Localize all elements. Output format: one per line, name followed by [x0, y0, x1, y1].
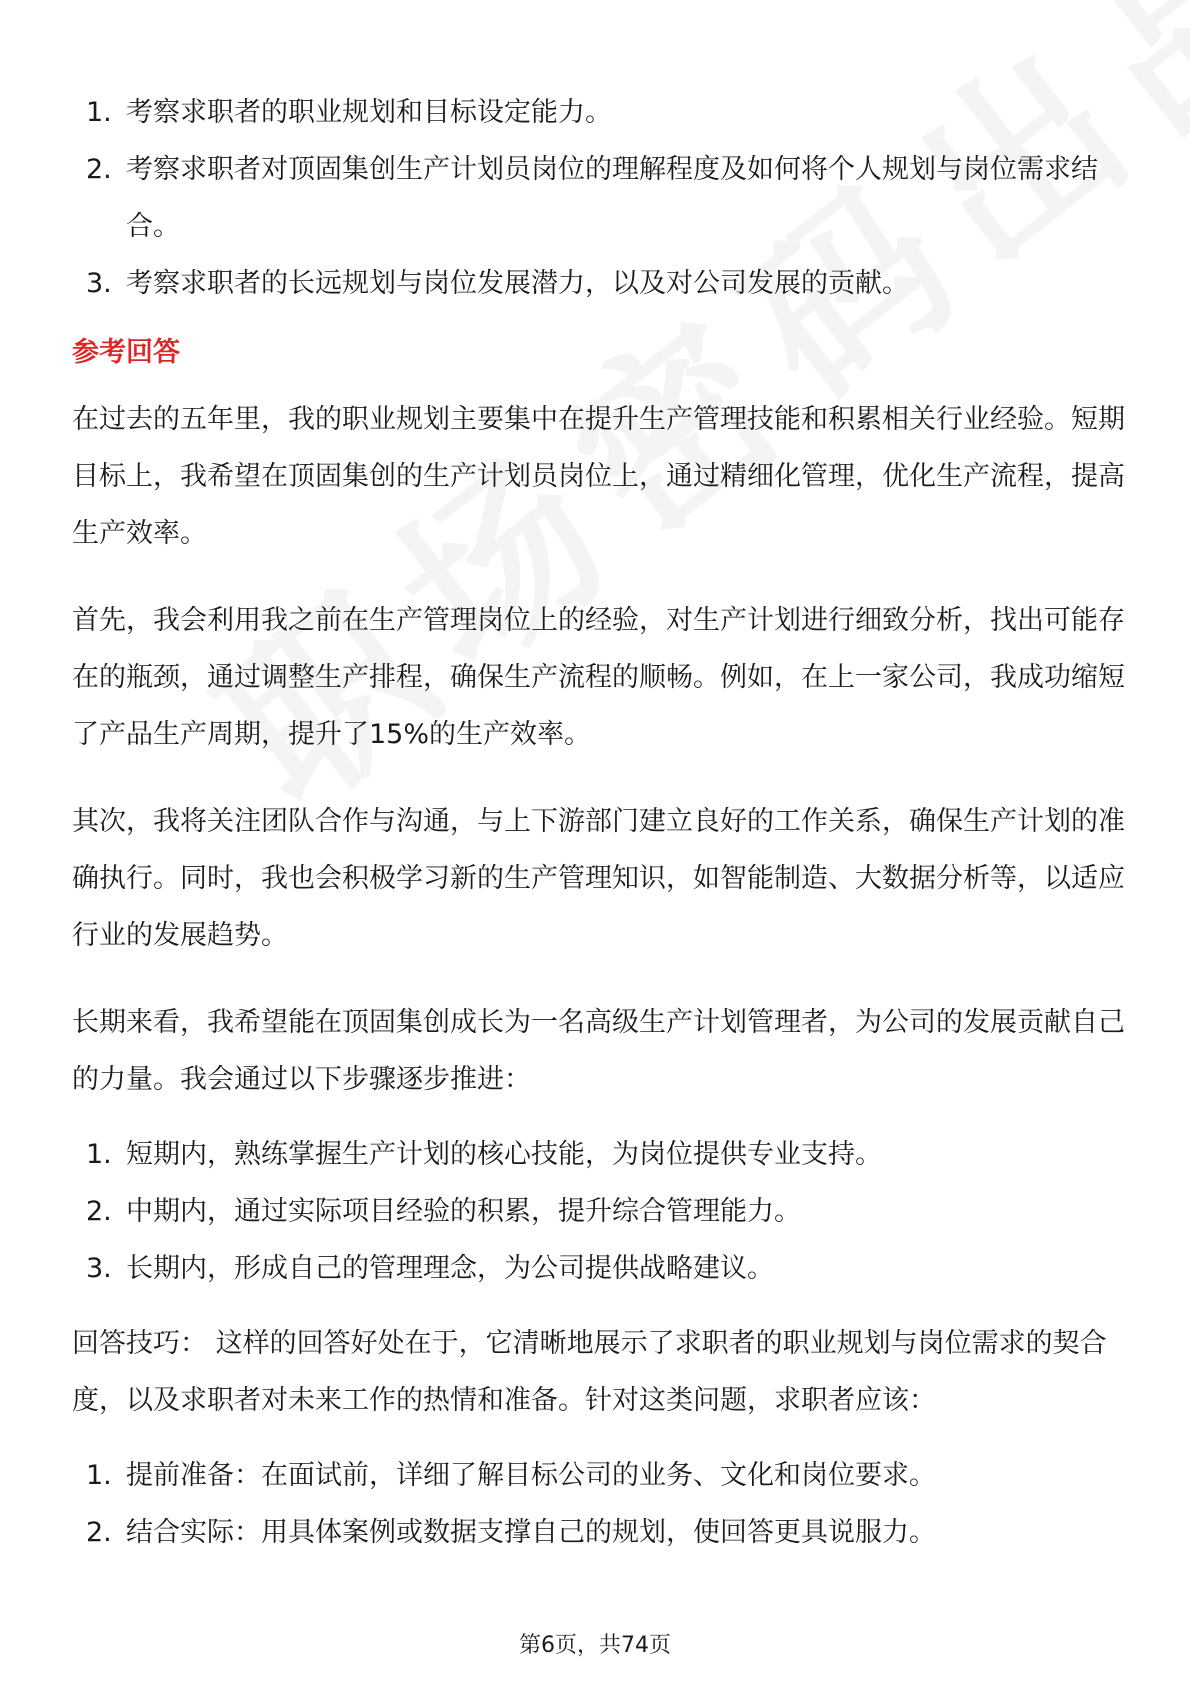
intro-list	[72, 84, 1132, 312]
list-text: 考察求职者的长远规划与岗位发展潜力，以及对公司发展的贡献。	[126, 268, 909, 299]
answer-paragraph: 长期来看，我希望能在顶固集创成长为一名高级生产计划管理者，为公司的发展贡献自己的力量。我会通过以下步骤逐步推进：	[72, 1007, 1125, 1095]
tips-paragraph: 回答技巧： 这样的回答好处在于，它清晰地展示了求职者的职业规划与岗位需求的契合度，以及求职者对未来工作的热情和准备。针对这类问题，求职者应该：	[72, 1328, 1107, 1416]
document-body	[72, 84, 1132, 1561]
list-text: 中期内，通过实际项目经验的积累，提升综合管理能力。	[126, 1196, 801, 1227]
list-text: 考察求职者对顶固集创生产计划员岗位的理解程度及如何将个人规划与岗位需求结合。	[126, 154, 1098, 242]
list-text: 考察求职者的职业规划和目标设定能力。	[126, 97, 612, 128]
list-number: 1.	[86, 97, 112, 128]
list-number: 1.	[86, 1460, 112, 1491]
list-item	[72, 255, 1132, 312]
list-number: 3.	[86, 1253, 112, 1284]
answer-paragraph: 其次，我将关注团队合作与沟通，与上下游部门建立良好的工作关系，确保生产计划的准确执行。同时，我也会积极学习新的生产管理知识，如智能制造、大数据分析等，以适应行业的发展趋势。	[72, 806, 1125, 951]
answer-paragraph: 在过去的五年里，我的职业规划主要集中在提升生产管理技能和积累相关行业经验。短期目标上，我希望在顶固集创的生产计划员岗位上，通过精细化管理，优化生产流程，提高生产效率。	[72, 404, 1125, 549]
list-number: 2.	[86, 154, 112, 185]
list-item	[72, 1504, 1132, 1561]
list-number: 1.	[86, 1139, 112, 1170]
list-item	[72, 1240, 1132, 1297]
list-number: 2.	[86, 1196, 112, 1227]
list-item	[72, 1447, 1132, 1504]
list-text: 结合实际：用具体案例或数据支撑自己的规划，使回答更具说服力。	[126, 1517, 936, 1548]
list-text: 短期内，熟练掌握生产计划的核心技能，为岗位提供专业支持。	[126, 1139, 882, 1170]
reference-answer-heading: 参考回答	[72, 337, 180, 368]
list-item	[72, 1183, 1132, 1240]
list-number: 3.	[86, 268, 112, 299]
steps-list	[72, 1126, 1132, 1297]
list-item	[72, 141, 1132, 255]
list-text: 长期内，形成自己的管理理念，为公司提供战略建议。	[126, 1253, 774, 1284]
answer-paragraph: 首先，我会利用我之前在生产管理岗位上的经验，对生产计划进行细致分析，找出可能存在的瓶颈，通过调整生产排程，确保生产流程的顺畅。例如，在上一家公司，我成功缩短了产品生产周期，提升了15%的生产效率。	[72, 605, 1125, 750]
list-number: 2.	[86, 1517, 112, 1548]
list-text: 提前准备：在面试前，详细了解目标公司的业务、文化和岗位要求。	[126, 1460, 936, 1491]
tips-list	[72, 1447, 1132, 1561]
page-number-footer: 第6页，共74页	[519, 1633, 671, 1658]
list-item	[72, 84, 1132, 141]
list-item	[72, 1126, 1132, 1183]
